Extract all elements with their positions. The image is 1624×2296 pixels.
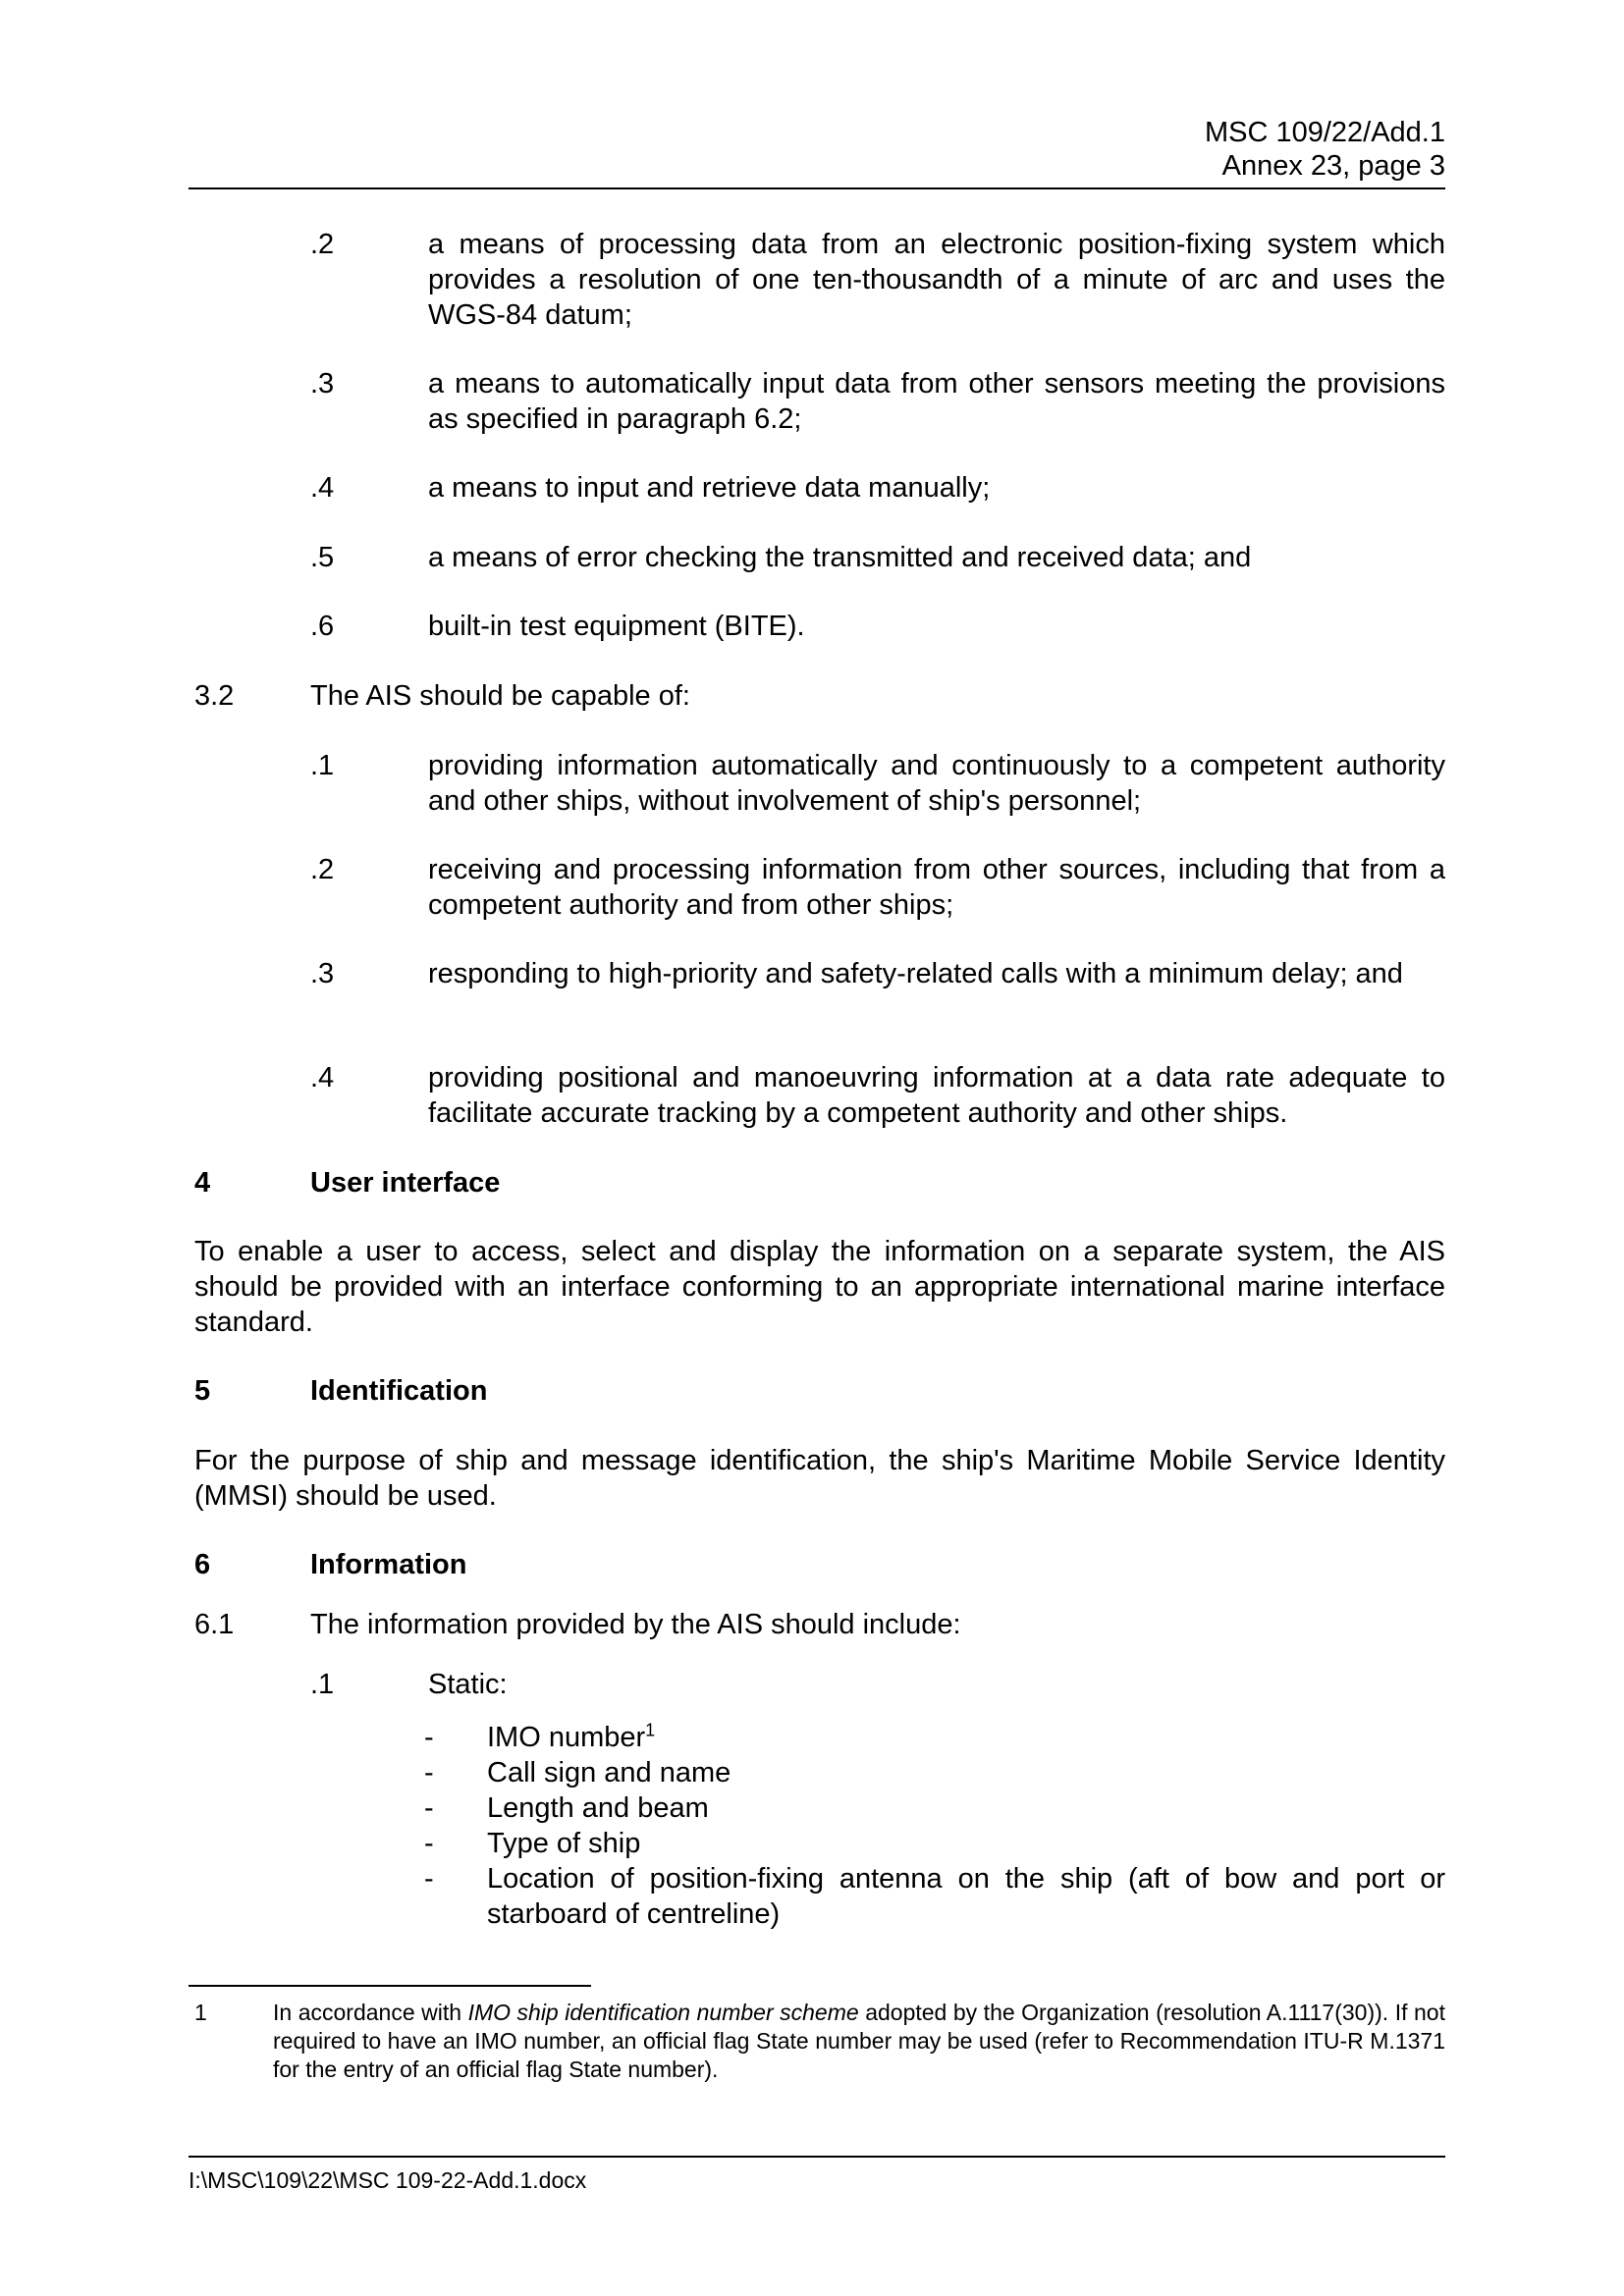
paragraph-number: 6.1 (194, 1609, 235, 1640)
dash-bullet: - (424, 1863, 434, 1895)
list-item-number: .5 (310, 542, 335, 573)
list-item-number: .2 (310, 229, 335, 260)
list-item-text: built-in test equipment (BITE). (428, 611, 805, 642)
section-body: To enable a user to access, select and display the information on a separate system, the AIS should be provided with an interface conforming to an appropriate international marine interface standard. (194, 1236, 1445, 1338)
footer-rule (189, 2156, 1445, 2158)
footer-file-path: I:\MSC\109\22\MSC 109-22-Add.1.docx (189, 2167, 587, 2193)
list-item-text: a means to input and retrieve data manually; (428, 472, 991, 504)
list-item-text: providing information automatically and continuously to a competent authority and other ships, without involvement of ship's personnel; (428, 750, 1445, 817)
footnote-citation: IMO ship identification number scheme (467, 2000, 859, 2025)
list-item-text: Location of position-fixing antenna on the ship (aft of bow and port or starboard of centreline) (487, 1863, 1445, 1930)
footnote-reference[interactable]: 1 (645, 1720, 656, 1740)
list-item-text: a means of processing data from an electronic position-fixing system which provides a resolution of one ten-thousandth of a minute of arc and uses the WGS-84 datum; (428, 229, 1445, 331)
list-item-text: responding to high-priority and safety-related calls with a minimum delay; and (428, 958, 1403, 989)
page-header (1205, 116, 1445, 183)
list-item-number: .3 (310, 958, 335, 989)
paragraph-text: The AIS should be capable of: (310, 680, 690, 712)
list-item-number: .1 (310, 1669, 335, 1700)
paragraph-number: 3.2 (194, 680, 235, 712)
list-item-number: .1 (310, 750, 335, 781)
list-item-text: Type of ship (487, 1828, 641, 1859)
annex-page-label: Annex 23, page 3 (1221, 150, 1445, 182)
section-heading: User interface (310, 1167, 501, 1199)
list-item-text: receiving and processing information from other sources, including that from a competent authority and from other ships; (428, 854, 1445, 921)
list-item-text: a means to automatically input data from other sensors meeting the provisions as specified in paragraph 6.2; (428, 368, 1445, 435)
dash-bullet: - (424, 1828, 434, 1859)
section-number: 5 (194, 1375, 211, 1407)
list-item-number: .4 (310, 472, 335, 504)
list-item-number: .3 (310, 368, 335, 400)
list-item-text: a means of error checking the transmitted and received data; and (428, 542, 1252, 573)
list-item-number: .6 (310, 611, 335, 642)
document-reference: MSC 109/22/Add.1 (1204, 117, 1445, 148)
dash-bullet: - (424, 1757, 434, 1789)
section-number: 4 (194, 1167, 211, 1199)
paragraph-text: The information provided by the AIS should include: (310, 1609, 961, 1640)
dash-bullet: - (424, 1722, 434, 1753)
list-item-text: IMO number (487, 1722, 646, 1753)
dash-bullet: - (424, 1792, 434, 1824)
list-item-text: Length and beam (487, 1792, 709, 1824)
footnote-separator (189, 1985, 591, 1987)
section-body: For the purpose of ship and message identification, the ship's Maritime Mobile Service Identity (MMSI) should be used. (194, 1445, 1445, 1512)
section-heading: Information (310, 1549, 467, 1580)
list-item-number: .4 (310, 1062, 335, 1094)
list-item-text: Static: (428, 1669, 508, 1700)
section-number: 6 (194, 1549, 211, 1580)
footnote-marker: 1 (194, 2000, 207, 2025)
header-rule (189, 187, 1445, 189)
list-item-text: providing positional and manoeuvring information at a data rate adequate to facilitate accurate tracking by a competent authority and other ships. (428, 1062, 1445, 1129)
footnote-text: In accordance with IMO ship identification number scheme adopted by the Organization (resolution A.1117(30)). If not required to have an IMO number, an official flag State number may be used (refer to Recommendation ITU-R M.1371 for the entry of an official flag State number). (273, 2000, 1445, 2082)
list-item-text: Call sign and name (487, 1757, 731, 1789)
list-item-number: .2 (310, 854, 335, 885)
section-heading: Identification (310, 1375, 488, 1407)
